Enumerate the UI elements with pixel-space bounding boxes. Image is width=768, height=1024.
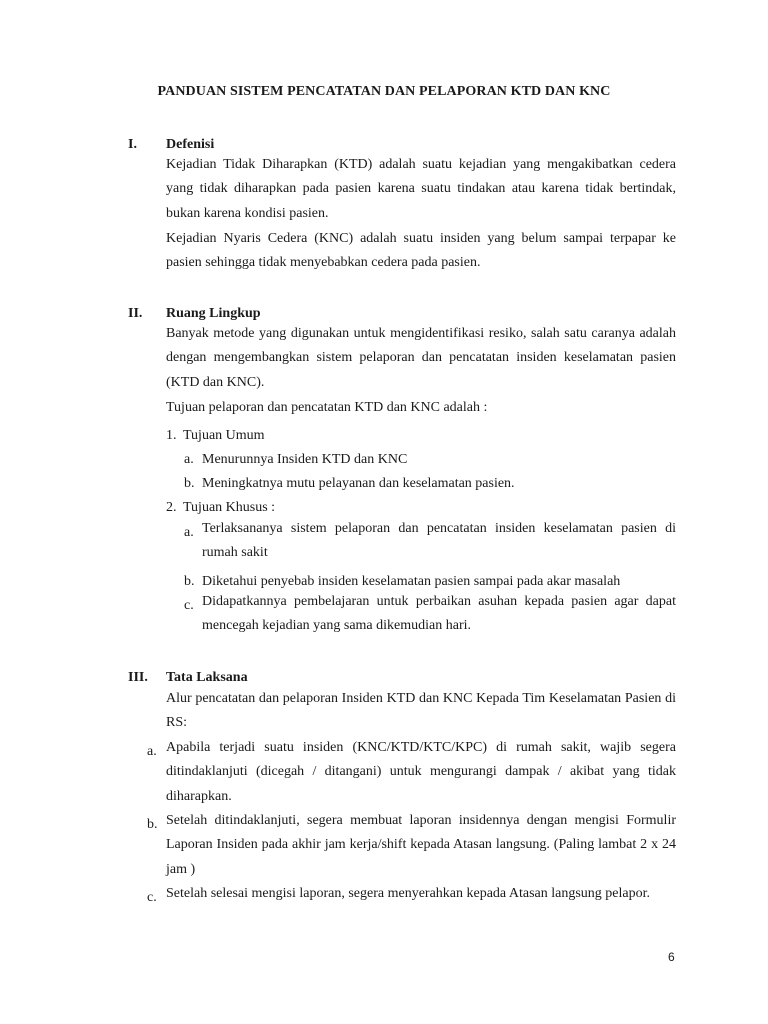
list-marker: b. (147, 817, 158, 832)
document-title: PANDUAN SISTEM PENCATATAN DAN PELAPORAN KTD DAN KNC (157, 84, 611, 99)
list-item: Didapatkannya pembelajaran untuk perbaikan asuhan kepada pasien agar dapat mencegah kejadian yang sama dikemudian hari. (202, 594, 676, 634)
section-number: I. (128, 137, 137, 152)
list-marker: c. (184, 598, 194, 613)
section-heading: Ruang Lingkup (166, 306, 261, 321)
section-heading: Tata Laksana (166, 670, 248, 685)
paragraph: Banyak metode yang digunakan untuk mengidentifikasi resiko, salah satu caranya adalah dengan mengembangkan sistem pelaporan dan pencatatan insiden keselamatan pasien (KTD dan KNC). (166, 326, 676, 390)
paragraph: Alur pencatatan dan pelaporan Insiden KTD dan KNC Kepada Tim Keselamatan Pasien di RS: (166, 691, 676, 731)
list-item: Meningkatnya mutu pelayanan dan keselamatan pasien. (202, 476, 515, 491)
list-marker: a. (147, 744, 157, 759)
list-item: Setelah ditindaklanjuti, segera membuat laporan insidennya dengan mengisi Formulir Laporan Insiden pada akhir jam kerja/shift kepada Atasan langsung. (Paling lambat 2 x 24 jam ) (166, 813, 676, 877)
list-item: Setelah selesai mengisi laporan, segera menyerahkan kepada Atasan langsung pelapor. (166, 886, 650, 901)
list-marker: b. (184, 574, 195, 589)
paragraph: Kejadian Nyaris Cedera (KNC) adalah suatu insiden yang belum sampai terpapar ke pasien sehingga tidak menyebabkan cedera pada pasien. (166, 231, 676, 271)
list-item: Diketahui penyebab insiden keselamatan pasien sampai pada akar masalah (202, 574, 621, 589)
list-item: Menurunnya Insiden KTD dan KNC (202, 452, 408, 467)
list-marker: 1. (166, 428, 177, 443)
list-marker: a. (184, 452, 194, 467)
list-marker: 2. (166, 500, 177, 515)
list-item-label: Tujuan Khusus : (183, 500, 276, 515)
list-item: Terlaksananya sistem pelaporan dan pencatatan insiden keselamatan pasien di rumah sakit (202, 521, 676, 561)
paragraph: Kejadian Tidak Diharapkan (KTD) adalah suatu kejadian yang mengakibatkan cedera yang tidak diharapkan pada pasien karena suatu tindakan atau karena tidak bertindak, bukan karena kondisi pasien. (166, 157, 676, 221)
list-item: Apabila terjadi suatu insiden (KNC/KTD/KTC/KPC) di rumah sakit, wajib segera ditindaklanjuti (dicegah / ditangani) untuk mengurangi dampak / akibat yang tidak diharapkan. (166, 740, 676, 804)
paragraph: Tujuan pelaporan dan pencatatan KTD dan KNC adalah : (166, 400, 488, 415)
page-number: 6 (668, 950, 675, 964)
section-number: II. (128, 306, 143, 321)
list-marker: a. (184, 525, 194, 540)
section-heading: Defenisi (166, 137, 215, 152)
section-number: III. (128, 670, 148, 685)
list-marker: c. (147, 890, 157, 905)
list-marker: b. (184, 476, 195, 491)
list-item-label: Tujuan Umum (183, 428, 265, 443)
